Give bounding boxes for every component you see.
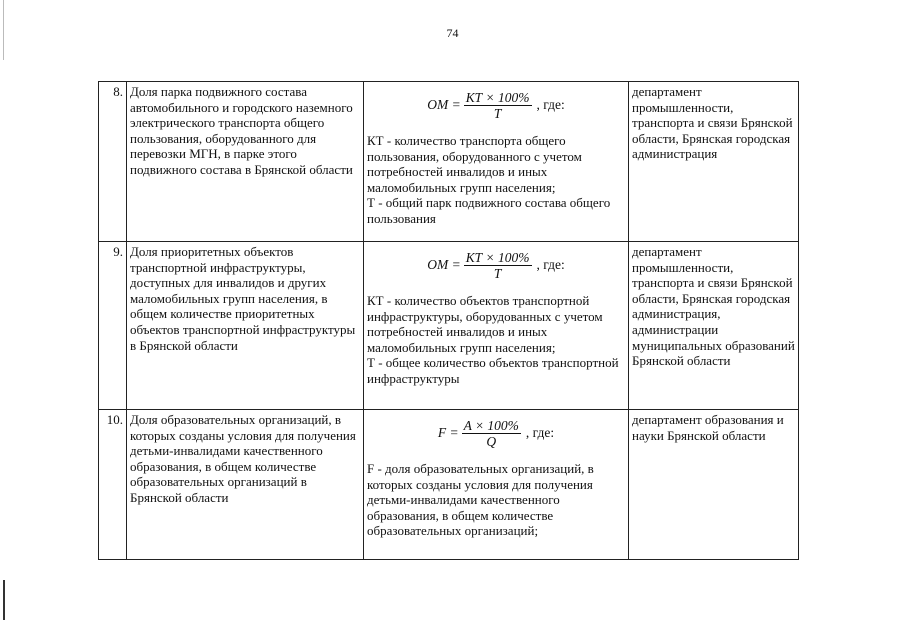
formula-fraction: [462, 418, 521, 449]
row-number: 8.: [99, 82, 127, 242]
formula-suffix: , где:: [525, 425, 555, 441]
formula-cell: [364, 82, 629, 242]
formula-fraction: [464, 250, 532, 281]
table-row: [99, 242, 799, 410]
formula-suffix: , где:: [536, 257, 565, 273]
formula-numerator: A × 100%: [463, 417, 519, 433]
responsible-body: департамент промышленности, транспорта и связи Брянской области, Брянская городская администрация: [629, 82, 799, 242]
formula-fraction: [464, 90, 532, 121]
table-row: [99, 82, 799, 242]
formula: [367, 245, 625, 285]
formula: [367, 85, 625, 125]
definition-item: КТ - количество объектов транспортной инфраструктуры, оборудованных с учетом потребностей инвалидов и иных маломобильных групп населения;: [367, 293, 603, 355]
formula-denominator: Т: [493, 105, 502, 121]
formula-cell: [364, 242, 629, 410]
table-row: [99, 410, 799, 560]
row-number: 10.: [99, 410, 127, 560]
formula: [367, 413, 625, 453]
definition-item: Т - общее количество объектов транспортной инфраструктуры: [367, 355, 619, 386]
formula-numerator: КТ × 100%: [465, 249, 530, 265]
formula-lhs: F =: [437, 425, 459, 441]
scan-edge-mark: [3, 580, 5, 620]
definition-item: КТ - количество транспорта общего пользования, оборудованного с учетом потребностей инвалидов и иных маломобильных групп населения;: [367, 133, 582, 195]
formula-definitions: [367, 133, 625, 227]
indicator-name: Доля образовательных организаций, в которых созданы условия для получения детьми-инвалидами качественного образования, в общем количестве образовательных организаций в Брянской области: [127, 410, 364, 560]
indicators-table: [98, 81, 799, 560]
formula-lhs: ОМ =: [427, 257, 461, 273]
indicator-name: Доля парка подвижного состава автомобильного и городского наземного электрического транспорта общего пользования, оборудованного для перевозки МГН, в парке этого подвижного состава в Брянской области: [127, 82, 364, 242]
formula-suffix: , где:: [536, 97, 565, 113]
definition-item: F - доля образовательных организаций, в которых созданы условия для получения детьми-инвалидами качественного образования, в общем количестве образовательных организаций;: [367, 461, 594, 539]
formula-denominator: Т: [493, 265, 502, 281]
formula-definitions: [367, 461, 625, 539]
formula-cell: [364, 410, 629, 560]
definition-item: Т - общий парк подвижного состава общего пользования: [367, 195, 611, 226]
responsible-body: департамент промышленности, транспорта и связи Брянской области, Брянская городская администрация, администрации муниципальных образований Брянской области: [629, 242, 799, 410]
indicator-name: Доля приоритетных объектов транспортной инфраструктуры, доступных для инвалидов и других маломобильных групп населения, в общем количестве приоритетных объектов транспортной инфраструктуры в Брянской области: [127, 242, 364, 410]
formula-lhs: ОМ =: [427, 97, 461, 113]
formula-numerator: КТ × 100%: [465, 89, 530, 105]
page-number: 74: [446, 26, 459, 40]
row-number: 9.: [99, 242, 127, 410]
formula-definitions: [367, 293, 625, 387]
formula-denominator: Q: [486, 433, 497, 449]
responsible-body: департамент образования и науки Брянской области: [629, 410, 799, 560]
